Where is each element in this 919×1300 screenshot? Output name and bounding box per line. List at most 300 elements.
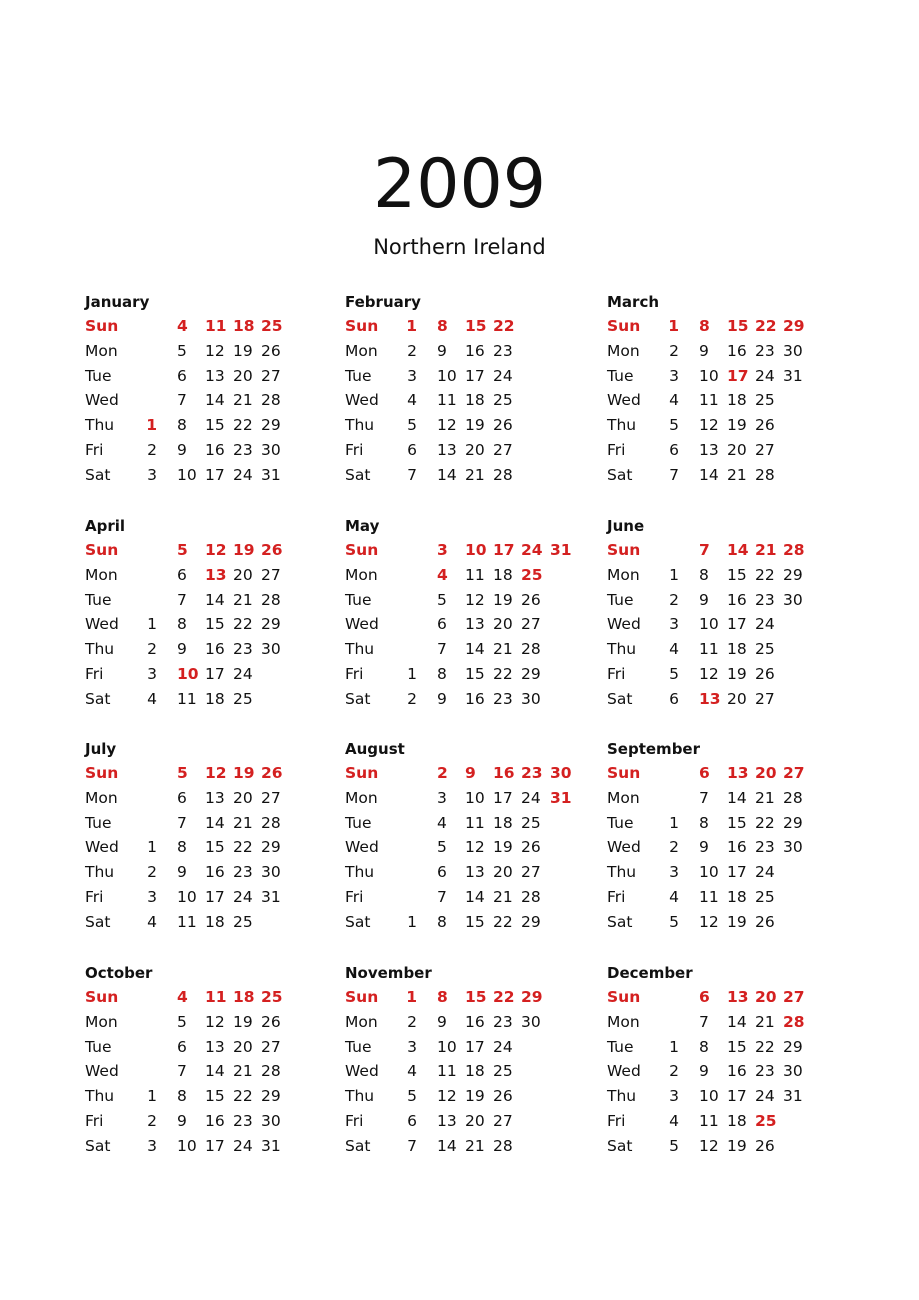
date-cell: 15 — [727, 317, 749, 335]
date-cell: 8 — [437, 912, 447, 931]
date-cell: 26 — [261, 341, 281, 360]
date-cell: 25 — [521, 813, 541, 832]
date-cell: 14 — [465, 888, 485, 906]
weekday-row-thu — [345, 413, 595, 437]
date-cell: 25 — [261, 988, 283, 1006]
date-cell: 17 — [493, 541, 515, 559]
date-cell: 6 — [669, 689, 679, 708]
date-cell: 24 — [755, 1087, 775, 1106]
date-cell: 11 — [177, 689, 197, 708]
date-cell: 22 — [233, 416, 253, 435]
weekday-label: Wed — [85, 838, 119, 857]
date-cell: 26 — [755, 1136, 775, 1155]
date-cell: 6 — [177, 565, 187, 584]
date-cell: 15 — [205, 1087, 225, 1106]
date-cell: 21 — [755, 541, 777, 559]
weekday-label: Fri — [345, 665, 364, 683]
date-cell: 20 — [233, 565, 253, 584]
date-cell: 9 — [437, 689, 447, 708]
date-cell: 2 — [669, 590, 679, 609]
date-cell: 9 — [437, 1012, 447, 1031]
weekday-row-mon — [85, 786, 335, 810]
weekday-row-tue — [85, 811, 335, 835]
date-cell: 3 — [147, 665, 157, 683]
date-cell: 4 — [147, 912, 157, 931]
date-cell: 20 — [755, 764, 777, 782]
weekday-row-tue — [345, 588, 595, 612]
month-name: August — [345, 740, 405, 758]
date-cell: 1 — [406, 317, 417, 335]
weekday-row-sun — [85, 538, 335, 562]
weekday-label: Tue — [607, 590, 634, 609]
date-cell: 7 — [407, 1136, 417, 1155]
date-cell: 25 — [493, 391, 513, 410]
date-cell: 30 — [521, 1012, 541, 1031]
date-cell: 19 — [727, 912, 747, 931]
month-name: September — [607, 740, 700, 758]
weekday-row-sun — [345, 985, 595, 1009]
date-cell: 3 — [669, 615, 679, 634]
weekday-row-sat — [345, 910, 595, 934]
date-cell: 12 — [437, 1087, 457, 1106]
weekday-label: Sat — [85, 689, 111, 708]
date-cell: 19 — [233, 541, 255, 559]
date-cell: 26 — [755, 416, 775, 435]
date-cell: 16 — [727, 590, 747, 609]
weekday-label: Sat — [345, 912, 371, 931]
weekday-row-wed — [85, 388, 335, 412]
date-cell: 1 — [669, 1037, 679, 1056]
date-cell: 15 — [205, 838, 225, 857]
weekday-row-sat — [85, 463, 335, 487]
date-cell: 29 — [783, 813, 803, 832]
holiday-date: 31 — [550, 788, 572, 807]
date-cell: 20 — [755, 988, 777, 1006]
month-january — [85, 292, 335, 492]
date-cell: 21 — [465, 1136, 485, 1155]
month-name: January — [85, 293, 150, 311]
date-cell: 5 — [177, 541, 188, 559]
date-cell: 30 — [783, 1062, 803, 1081]
date-cell: 26 — [755, 912, 775, 931]
month-name: October — [85, 964, 153, 982]
month-name: November — [345, 964, 432, 982]
weekday-label: Sun — [85, 988, 119, 1006]
date-cell: 2 — [407, 689, 417, 708]
weekday-label: Tue — [607, 1037, 634, 1056]
date-cell: 8 — [177, 615, 187, 634]
weekday-row-wed — [345, 1059, 595, 1083]
date-cell: 31 — [261, 1136, 281, 1155]
month-july — [85, 739, 335, 939]
weekday-label: Sun — [345, 317, 379, 335]
date-cell: 4 — [669, 888, 679, 906]
date-cell: 24 — [493, 366, 513, 385]
date-cell: 23 — [233, 863, 253, 882]
date-cell: 8 — [699, 1037, 709, 1056]
date-cell: 12 — [699, 1136, 719, 1155]
weekday-row-sat — [345, 1134, 595, 1158]
date-cell: 16 — [727, 838, 747, 857]
weekday-row-wed — [607, 1059, 857, 1083]
date-cell: 21 — [465, 465, 485, 484]
date-cell: 3 — [669, 1087, 679, 1106]
date-cell: 14 — [699, 465, 719, 484]
date-cell: 8 — [177, 416, 187, 435]
date-cell: 30 — [521, 689, 541, 708]
date-cell: 6 — [177, 366, 187, 385]
weekday-label: Sun — [607, 317, 641, 335]
weekday-label: Sun — [345, 764, 379, 782]
weekday-label: Thu — [345, 1087, 375, 1106]
weekday-row-thu — [345, 637, 595, 661]
date-cell: 11 — [699, 888, 719, 906]
date-cell: 20 — [727, 441, 747, 459]
date-cell: 28 — [783, 541, 805, 559]
date-cell: 18 — [727, 1112, 747, 1130]
month-august — [345, 739, 595, 939]
weekday-row-sun — [345, 761, 595, 785]
date-cell: 14 — [727, 788, 747, 807]
date-cell: 26 — [261, 764, 283, 782]
weekday-row-sun — [607, 314, 857, 338]
date-cell: 7 — [699, 1012, 709, 1031]
date-cell: 25 — [261, 317, 283, 335]
date-cell: 15 — [465, 988, 487, 1006]
date-cell: 25 — [233, 912, 253, 931]
date-cell: 21 — [727, 465, 747, 484]
date-cell: 3 — [669, 366, 679, 385]
date-cell: 24 — [521, 541, 543, 559]
weekday-label: Thu — [607, 640, 637, 659]
weekday-label: Fri — [607, 665, 626, 683]
weekday-label: Tue — [345, 590, 372, 609]
holiday-date: 13 — [205, 565, 227, 584]
weekday-label: Thu — [345, 416, 375, 435]
weekday-row-sat — [607, 463, 857, 487]
weekday-row-fri — [345, 438, 595, 462]
date-cell: 22 — [755, 565, 775, 584]
date-cell: 12 — [465, 838, 485, 857]
date-cell: 1 — [406, 988, 417, 1006]
weekday-label: Tue — [85, 813, 112, 832]
date-cell: 30 — [261, 441, 281, 459]
calendar-region-subtitle: Northern Ireland — [373, 235, 546, 259]
month-name: March — [607, 293, 660, 311]
month-may — [345, 516, 595, 716]
weekday-label: Wed — [85, 615, 119, 634]
date-cell: 2 — [147, 441, 157, 459]
weekday-row-fri — [85, 662, 335, 686]
date-cell: 26 — [261, 1012, 281, 1031]
date-cell: 18 — [493, 565, 513, 584]
weekday-label: Fri — [85, 888, 104, 906]
month-february — [345, 292, 595, 492]
date-cell: 23 — [233, 1112, 253, 1130]
date-cell: 12 — [699, 912, 719, 931]
weekday-row-fri — [345, 885, 595, 909]
date-cell: 23 — [493, 341, 513, 360]
weekday-row-thu — [607, 637, 857, 661]
date-cell: 22 — [233, 1087, 253, 1106]
date-cell: 10 — [437, 1037, 457, 1056]
date-cell: 23 — [755, 590, 775, 609]
date-cell: 23 — [233, 640, 253, 659]
date-cell: 27 — [493, 441, 513, 459]
weekday-row-sat — [345, 687, 595, 711]
date-cell: 2 — [669, 341, 679, 360]
date-cell: 6 — [437, 615, 447, 634]
date-cell: 20 — [465, 441, 485, 459]
weekday-row-mon — [607, 786, 857, 810]
date-cell: 25 — [493, 1062, 513, 1081]
weekday-label: Fri — [607, 1112, 626, 1130]
weekday-row-fri — [607, 662, 857, 686]
weekday-label: Wed — [607, 838, 641, 857]
date-cell: 18 — [233, 317, 255, 335]
weekday-label: Mon — [607, 565, 640, 584]
weekday-row-wed — [607, 835, 857, 859]
weekday-row-sat — [607, 910, 857, 934]
date-cell: 16 — [493, 764, 515, 782]
date-cell: 20 — [493, 615, 513, 634]
weekday-row-sat — [345, 463, 595, 487]
weekday-row-sun — [607, 761, 857, 785]
date-cell: 29 — [261, 416, 281, 435]
date-cell: 19 — [727, 416, 747, 435]
weekday-row-sat — [85, 1134, 335, 1158]
date-cell: 7 — [699, 788, 709, 807]
month-name: April — [85, 517, 126, 535]
date-cell: 5 — [407, 416, 417, 435]
month-march — [607, 292, 857, 492]
date-cell: 29 — [521, 665, 541, 683]
weekday-label: Mon — [345, 1012, 378, 1031]
date-cell: 6 — [699, 988, 710, 1006]
date-cell: 17 — [465, 366, 485, 385]
weekday-row-sun — [85, 761, 335, 785]
date-cell: 13 — [205, 788, 225, 807]
date-cell: 15 — [465, 665, 485, 683]
date-cell: 11 — [177, 912, 197, 931]
date-cell: 20 — [465, 1112, 485, 1130]
weekday-label: Mon — [345, 341, 378, 360]
weekday-label: Sun — [85, 317, 119, 335]
holiday-date: 1 — [146, 416, 157, 435]
date-cell: 26 — [261, 541, 283, 559]
date-cell: 7 — [407, 465, 417, 484]
date-cell: 12 — [205, 541, 227, 559]
month-october — [85, 963, 335, 1163]
date-cell: 6 — [177, 1037, 187, 1056]
weekday-label: Fri — [345, 441, 364, 459]
date-cell: 22 — [755, 813, 775, 832]
date-cell: 9 — [699, 590, 709, 609]
date-cell: 3 — [147, 888, 157, 906]
date-cell: 4 — [669, 391, 679, 410]
date-cell: 15 — [205, 615, 225, 634]
month-november — [345, 963, 595, 1163]
date-cell: 30 — [783, 590, 803, 609]
date-cell: 3 — [407, 366, 417, 385]
weekday-row-thu — [607, 860, 857, 884]
date-cell: 29 — [261, 1087, 281, 1106]
holiday-date: 28 — [783, 1012, 805, 1031]
weekday-row-fri — [607, 438, 857, 462]
month-name: June — [607, 517, 645, 535]
date-cell: 14 — [205, 813, 225, 832]
date-cell: 4 — [407, 1062, 417, 1081]
date-cell: 15 — [205, 416, 225, 435]
calendar-year-title: 2009 — [372, 145, 547, 224]
date-cell: 6 — [177, 788, 187, 807]
date-cell: 24 — [233, 465, 253, 484]
holiday-date: 4 — [437, 565, 448, 584]
weekday-row-tue — [85, 588, 335, 612]
weekday-row-sun — [345, 538, 595, 562]
date-cell: 8 — [437, 988, 448, 1006]
date-cell: 4 — [177, 317, 188, 335]
date-cell: 11 — [699, 640, 719, 659]
date-cell: 9 — [177, 640, 187, 659]
date-cell: 25 — [755, 888, 775, 906]
weekday-label: Mon — [85, 341, 118, 360]
date-cell: 29 — [261, 615, 281, 634]
weekday-label: Tue — [345, 1037, 372, 1056]
month-name: July — [85, 740, 117, 758]
date-cell: 21 — [755, 788, 775, 807]
date-cell: 19 — [727, 1136, 747, 1155]
weekday-label: Mon — [607, 341, 640, 360]
date-cell: 2 — [669, 1062, 679, 1081]
date-cell: 4 — [177, 988, 188, 1006]
month-name: May — [345, 517, 380, 535]
weekday-label: Wed — [345, 391, 379, 410]
date-cell: 30 — [783, 838, 803, 857]
date-cell: 27 — [521, 615, 541, 634]
date-cell: 18 — [727, 391, 747, 410]
date-cell: 19 — [233, 1012, 253, 1031]
weekday-row-thu — [345, 1084, 595, 1108]
date-cell: 9 — [177, 863, 187, 882]
date-cell: 3 — [437, 788, 447, 807]
date-cell: 29 — [261, 838, 281, 857]
date-cell: 16 — [205, 863, 225, 882]
weekday-row-sun — [607, 538, 857, 562]
weekday-row-wed — [345, 388, 595, 412]
date-cell: 13 — [699, 441, 719, 459]
date-cell: 25 — [233, 689, 253, 708]
date-cell: 28 — [261, 1062, 281, 1081]
date-cell: 28 — [493, 1136, 513, 1155]
weekday-row-sat — [607, 1134, 857, 1158]
date-cell: 19 — [233, 341, 253, 360]
date-cell: 10 — [177, 888, 197, 906]
date-cell: 21 — [233, 1062, 253, 1081]
date-cell: 12 — [205, 764, 227, 782]
weekday-row-thu — [607, 413, 857, 437]
date-cell: 8 — [699, 813, 709, 832]
date-cell: 11 — [437, 1062, 457, 1081]
weekday-row-wed — [345, 612, 595, 636]
date-cell: 20 — [493, 863, 513, 882]
date-cell: 3 — [147, 465, 157, 484]
date-cell: 14 — [437, 1136, 457, 1155]
holiday-date: 10 — [177, 665, 199, 683]
date-cell: 28 — [261, 391, 281, 410]
date-cell: 23 — [755, 838, 775, 857]
date-cell: 31 — [261, 888, 281, 906]
date-cell: 11 — [205, 317, 227, 335]
weekday-label: Fri — [85, 441, 104, 459]
date-cell: 31 — [550, 541, 572, 559]
date-cell: 6 — [699, 764, 710, 782]
date-cell: 13 — [465, 615, 485, 634]
date-cell: 21 — [233, 590, 253, 609]
weekday-label: Thu — [85, 416, 115, 435]
weekday-row-thu — [85, 860, 335, 884]
date-cell: 16 — [465, 1012, 485, 1031]
date-cell: 27 — [521, 863, 541, 882]
weekday-row-fri — [345, 1109, 595, 1133]
date-cell: 29 — [521, 988, 543, 1006]
date-cell: 6 — [437, 863, 447, 882]
date-cell: 14 — [437, 465, 457, 484]
weekday-label: Tue — [607, 813, 634, 832]
month-june — [607, 516, 857, 716]
weekday-label: Sat — [607, 912, 633, 931]
weekday-label: Fri — [345, 1112, 364, 1130]
weekday-label: Sun — [607, 988, 641, 1006]
date-cell: 18 — [233, 988, 255, 1006]
weekday-row-thu — [85, 413, 335, 437]
weekday-row-mon — [607, 1010, 857, 1034]
date-cell: 21 — [233, 391, 253, 410]
weekday-label: Tue — [345, 366, 372, 385]
weekday-row-wed — [85, 1059, 335, 1083]
date-cell: 25 — [755, 640, 775, 659]
date-cell: 16 — [205, 441, 225, 459]
date-cell: 1 — [669, 813, 679, 832]
date-cell: 4 — [669, 640, 679, 659]
date-cell: 19 — [493, 590, 513, 609]
weekday-row-fri — [607, 885, 857, 909]
date-cell: 10 — [437, 366, 457, 385]
date-cell: 26 — [493, 1087, 513, 1106]
month-name: February — [345, 293, 421, 311]
date-cell: 2 — [407, 1012, 417, 1031]
date-cell: 8 — [699, 317, 710, 335]
date-cell: 5 — [669, 1136, 679, 1155]
weekday-label: Thu — [607, 1087, 637, 1106]
date-cell: 1 — [668, 317, 679, 335]
date-cell: 3 — [669, 863, 679, 882]
weekday-label: Sun — [607, 764, 641, 782]
weekday-label: Sun — [85, 541, 119, 559]
month-name: December — [607, 964, 693, 982]
date-cell: 21 — [493, 888, 513, 906]
date-cell: 16 — [205, 1112, 225, 1130]
weekday-label: Tue — [85, 366, 112, 385]
weekday-row-wed — [85, 835, 335, 859]
date-cell: 30 — [261, 1112, 281, 1130]
date-cell: 7 — [699, 541, 710, 559]
weekday-label: Sun — [345, 988, 379, 1006]
date-cell: 18 — [493, 813, 513, 832]
weekday-label: Thu — [345, 640, 375, 659]
date-cell: 11 — [465, 565, 485, 584]
date-cell: 5 — [177, 1012, 187, 1031]
